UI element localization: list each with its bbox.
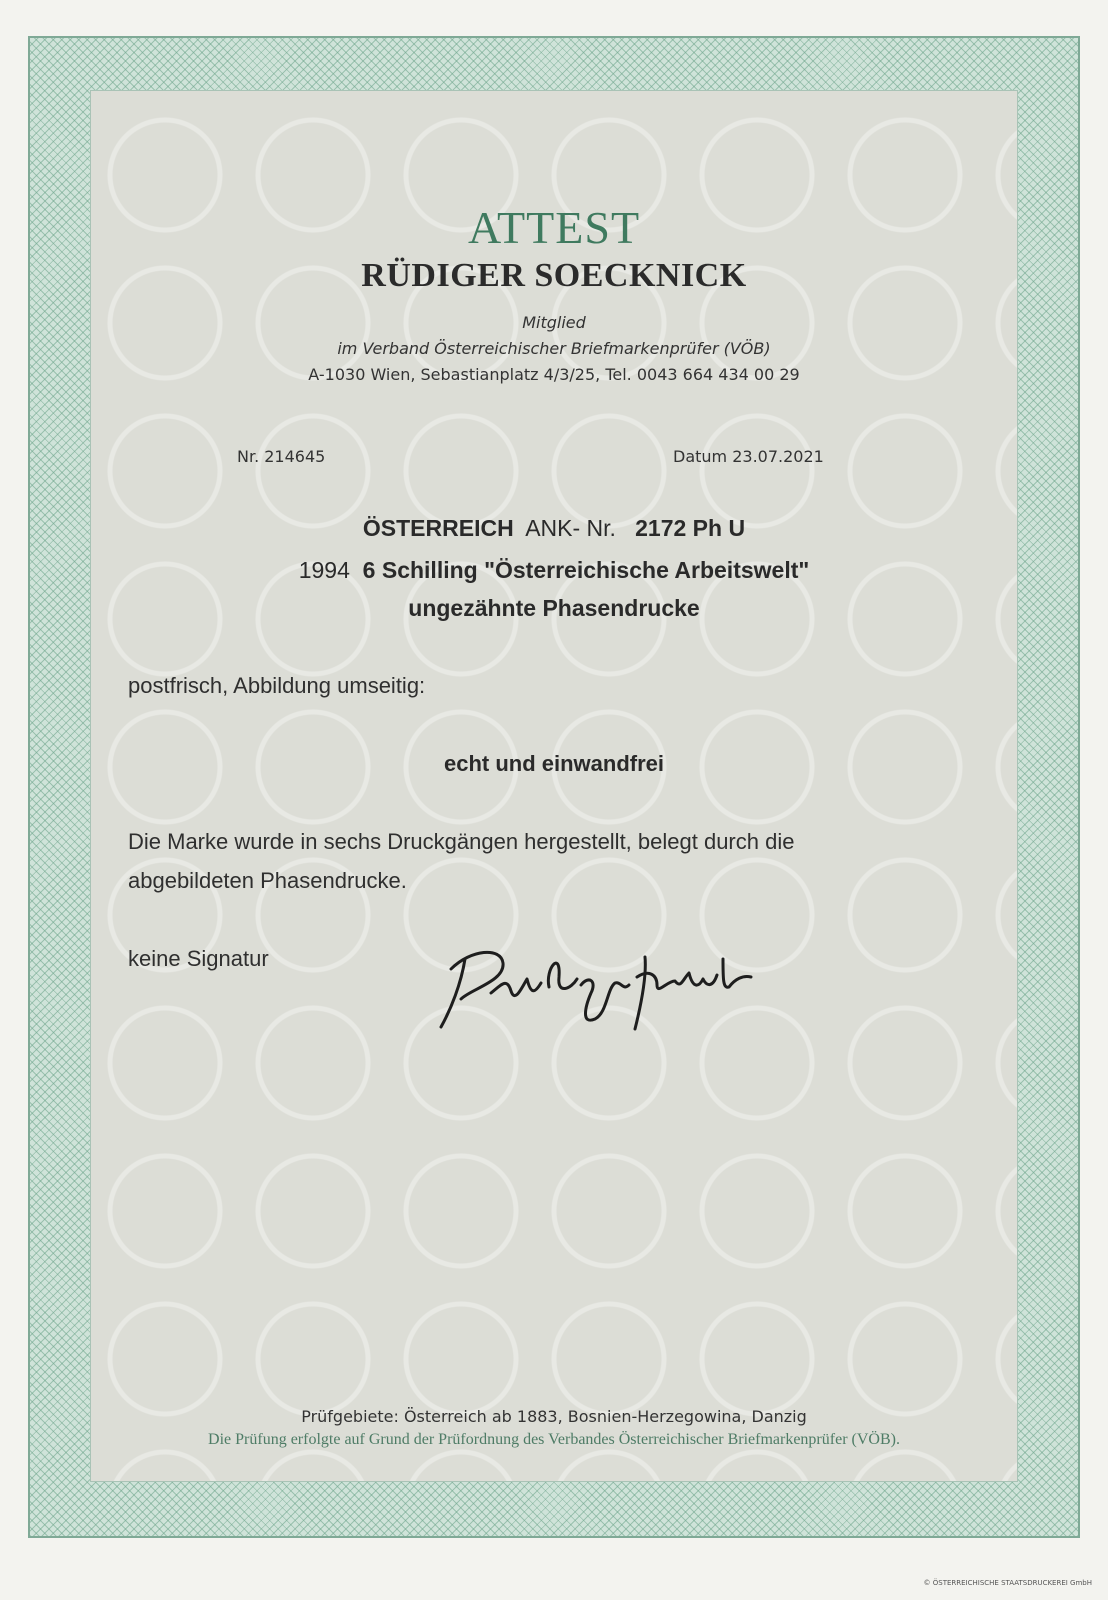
stamp-catalog-line (91, 515, 1017, 542)
catalog-label: ANK- Nr. (525, 515, 616, 541)
guilloche-border (28, 36, 1080, 1538)
certificate-body (90, 90, 1018, 1482)
stamp-description-line (91, 557, 1017, 584)
stamp-variant: ungezähnte Phasendrucke (408, 595, 700, 621)
note-line-1: Die Marke wurde in sechs Druckgängen hergestellt, belegt durch die (128, 829, 795, 854)
certificate-title: ATTEST (467, 202, 641, 253)
catalog-number: 2172 Ph U (635, 515, 746, 541)
condition-text: postfrisch, Abbildung umseitig: (128, 673, 426, 698)
address-line: A-1030 Wien, Sebastianplatz 4/3/25, Tel. 0043 664 434 00 29 (308, 365, 800, 384)
association-line: im Verband Österreichischer Briefmarkenprüfer (VÖB) (337, 339, 771, 358)
verdict-text: echt und einwandfrei (443, 751, 665, 776)
examination-areas: Prüfgebiete: Österreich ab 1883, Bosnien-Herzegowina, Danzig (301, 1407, 807, 1426)
stamp-description: 6 Schilling "Österreichische Arbeitswelt" (362, 557, 810, 583)
certificate-date: Datum 23.07.2021 (673, 447, 824, 466)
examiner-name: RÜDIGER SOECKNICK (361, 257, 747, 294)
stamp-year: 1994 (298, 557, 350, 583)
examiner-role: Mitglied (522, 313, 586, 332)
handwritten-signature (431, 929, 761, 1049)
stamp-country: ÖSTERREICH (362, 515, 514, 541)
examination-basis: Die Prüfung erfolgte auf Grund der Prüfordnung des Verbandes Österreichischer Briefmarkenprüfer (VÖB). (208, 1431, 900, 1448)
note-line-2: abgebildeten Phasendrucke. (128, 868, 407, 893)
certificate-number: Nr. 214645 (237, 447, 326, 466)
signature-status: keine Signatur (128, 946, 269, 971)
printer-credit: © ÖSTERREICHISCHE STAATSDRUCKEREI GmbH (923, 1579, 1092, 1587)
